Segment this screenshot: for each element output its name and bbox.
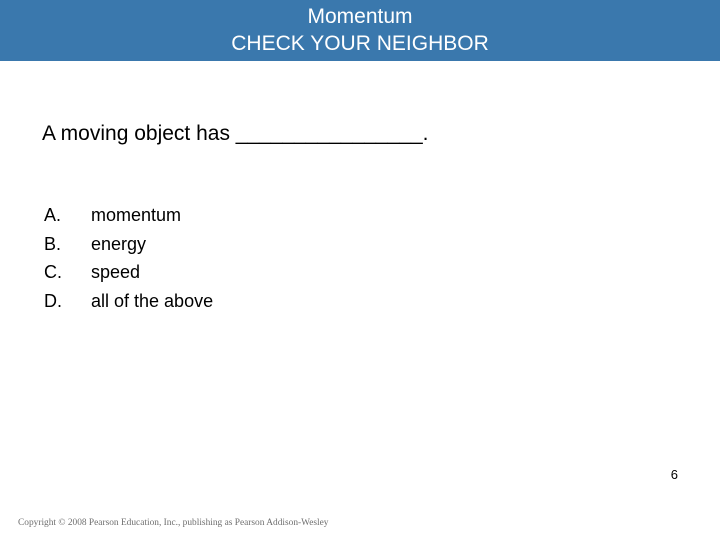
option-text: speed xyxy=(91,262,141,282)
copyright-notice: Copyright © 2008 Pearson Education, Inc., publishing as Pearson Addison-Wesley xyxy=(18,518,329,528)
answer-option-c xyxy=(44,258,213,287)
slide-title: Momentum xyxy=(307,5,413,28)
slide-title-bar xyxy=(0,0,720,61)
slide-page-number: 6 xyxy=(670,467,678,482)
answer-option-b xyxy=(44,230,213,259)
option-letter: B. xyxy=(44,233,62,254)
option-text: all of the above xyxy=(91,290,214,311)
answer-options-list xyxy=(44,201,213,315)
option-letter: C. xyxy=(44,262,62,282)
answer-option-a xyxy=(44,201,213,230)
answer-option-d xyxy=(44,287,213,316)
option-letter: D. xyxy=(44,290,62,311)
question-text: A moving object has ________________. xyxy=(42,122,429,145)
option-letter: A. xyxy=(44,205,62,225)
slide-subtitle: CHECK YOUR NEIGHBOR xyxy=(231,32,489,55)
option-text: momentum xyxy=(91,205,182,225)
option-text: energy xyxy=(91,233,147,254)
